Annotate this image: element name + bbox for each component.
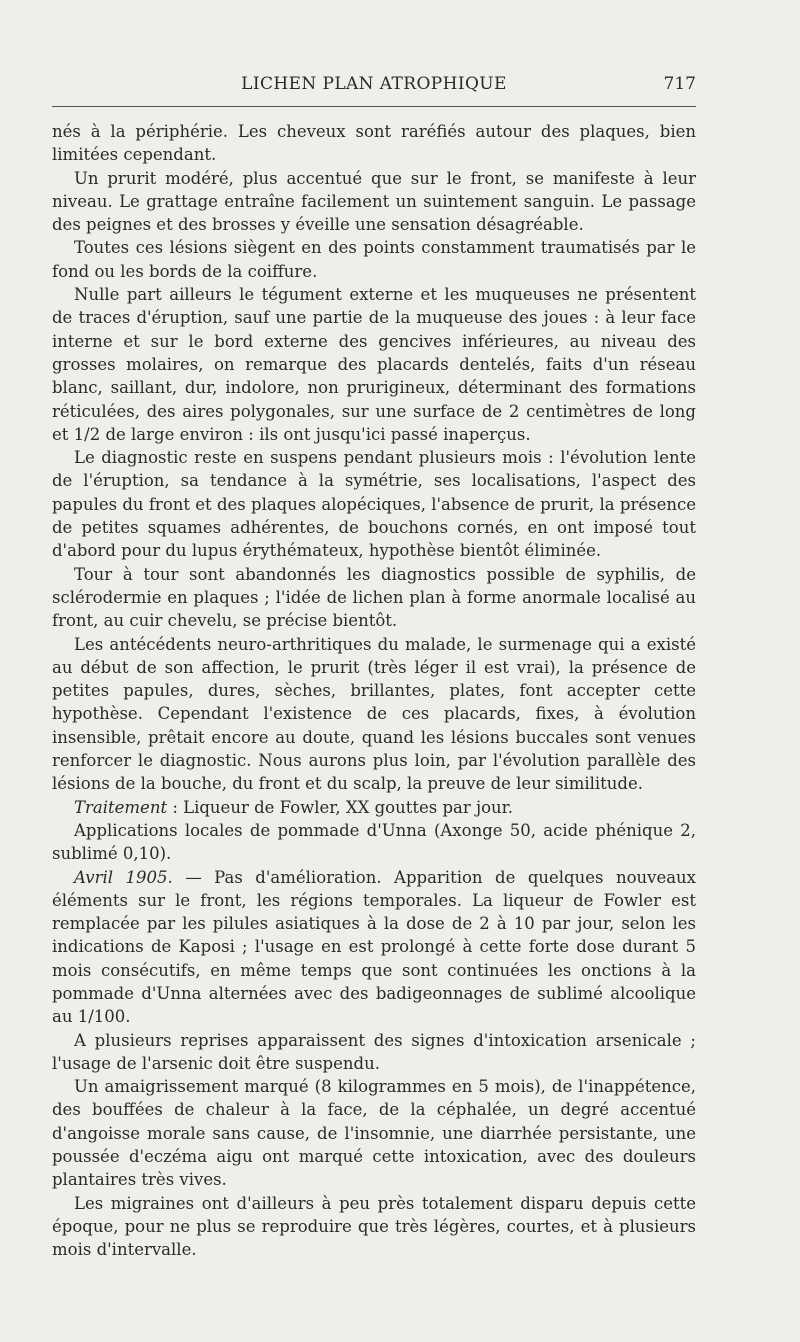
header-rule: [52, 106, 696, 107]
paragraph: Toutes ces lésions siègent en des points constamment traumatisés par le fond ou les bords de la coiffure.: [52, 238, 696, 281]
running-title: LICHEN PLAN ATROPHIQUE: [241, 74, 507, 94]
page-header: [52, 70, 696, 98]
paragraph: A plusieurs reprises apparaissent des signes d'intoxication arsenicale ; l'usage de l'arsenic doit être suspendu.: [52, 1030, 696, 1073]
paragraph: Les migraines ont d'ailleurs à peu près totalement disparu depuis cette époque, pour ne plus se reproduire que très légères, courtes, et à plusieurs mois d'intervalle.: [52, 1193, 696, 1260]
paragraph: Un prurit modéré, plus accentué que sur le front, se manifeste à leur niveau. Le grattage entraîne facilement un suintement sanguin. Le passage des peignes et des brosses y éveille une sensation désagréable.: [52, 168, 696, 235]
paragraph: Un amaigrissement marqué (8 kilogrammes en 5 mois), de l'inappétence, des bouffées de chaleur à la face, de la céphalée, un degré accentué d'angoisse morale sans cause, de l'insomnie, une diarrhée persistante, une poussée d'eczéma aigu ont marqué cette intoxication, avec des douleurs plantaires très vives.: [52, 1077, 696, 1190]
paragraph: Le diagnostic reste en suspens pendant plusieurs mois : l'évolution lente de l'éruption, sa tendance à la symétrie, ses localisations, l'aspect des papules du front et des plaques alopéciques, l'absence de prurit, la présence de petites squames adhérentes, de bouchons cornés, en ont imposé tout d'abord pour du lupus érythémateux, hypothèse bientôt éliminée.: [52, 448, 696, 561]
paragraph: Traitement : Liqueur de Fowler, XX gouttes par jour.: [74, 797, 513, 817]
paragraph: Tour à tour sont abandonnés les diagnostics possible de syphilis, de sclérodermie en plaques ; l'idée de lichen plan à forme anormale localisé au front, au cuir chevelu, se précise bientôt.: [52, 564, 696, 631]
paragraph: Applications locales de pommade d'Unna (Axonge 50, acide phénique 2, sublimé 0,10).: [52, 820, 696, 864]
paragraph: Nulle part ailleurs le tégument externe et les muqueuses ne présentent de traces d'éruption, sauf une partie de la muqueuse des joues : à leur face interne et sur le bord externe des gencives inférieures, au niveau des grosses molaires, on remarque des placards dentelés, faits d'un réseau blanc, saillant, dur, indolore, non prurigineux, déterminant des formations réticulées, des aires polygonales, sur une surface de 2 centimètres de long et 1/2 de large environ : ils ont jusqu'ici passé inaperçus.: [52, 285, 696, 444]
paragraph: nés à la périphérie. Les cheveux sont raréfiés autour des plaques, bien limitées cependant.: [52, 122, 696, 165]
paragraph-lead: Traitement: [74, 797, 168, 817]
body-text: [52, 120, 696, 1262]
page-number: 717: [663, 74, 696, 94]
paragraph: Avril 1905. — Pas d'amélioration. Apparition de quelques nouveaux éléments sur le front, les régions temporales. La liqueur de Fowler est remplacée par les pilules asiatiques à la dose de 2 à 10 par jour, selon les indications de Kaposi ; l'usage en est prolongé à cette forte dose durant 5 mois consécutifs, en même temps que sont continuées les onctions à la pommade d'Unna alternées avec des badigeonnages de sublimé alcoolique au 1/100.: [52, 867, 696, 1027]
paragraph-lead: Avril 1905.: [74, 867, 173, 887]
paragraph: Les antécédents neuro-arthritiques du malade, le surmenage qui a existé au début de son affection, le prurit (très léger il est vrai), la présence de petites papules, dures, sèches, brillantes, plates, font accepter cette hypothèse. Cependant l'existence de ces placards, fixes, à évolution insensible, prêtait encore au doute, quand les lésions buccales sont venues renforcer le diagnostic. Nous aurons plus loin, par l'évolution parallèle des lésions de la bouche, du front et du scalp, la preuve de leur similitude.: [52, 634, 696, 794]
